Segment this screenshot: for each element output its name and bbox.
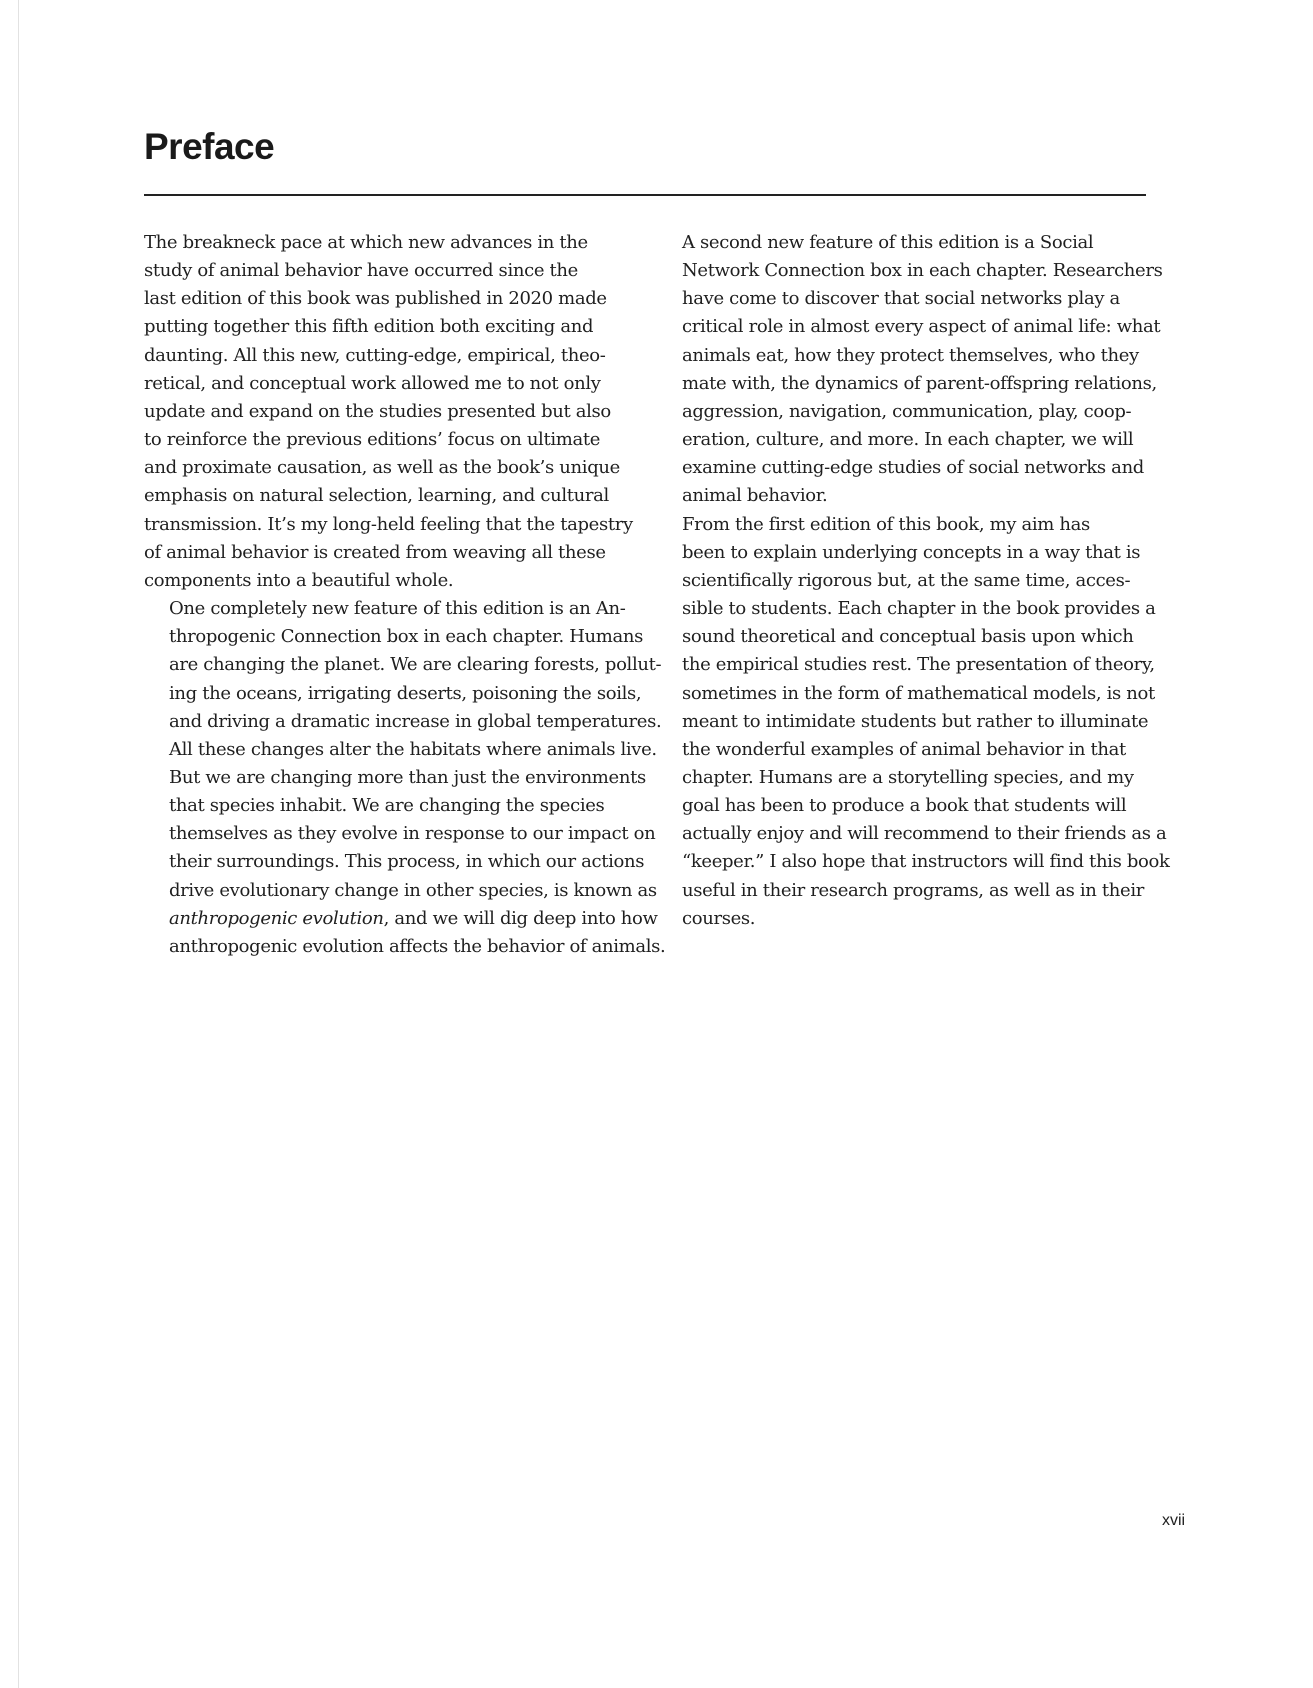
paragraph-anthropogenic: [144, 595, 666, 961]
paragraph-social-network: [657, 229, 1163, 511]
text-line: One completely new feature of this edition is an An-: [169, 598, 626, 620]
text-fragment: , and we will dig deep into how: [383, 907, 658, 929]
text-line: update and expand on the studies presented but also: [144, 400, 611, 422]
text-line: scientifically rigorous but, at the same time, acces-: [682, 569, 1131, 591]
text-line: mate with, the dynamics of parent-offspring relations,: [682, 372, 1157, 394]
text-line: goal has been to produce a book that students will: [682, 795, 1127, 817]
text-line: All these changes alter the habitats where animals live.: [169, 738, 657, 760]
text-line: transmission. It’s my long-held feeling that the tapestry: [144, 513, 633, 535]
page-edge-line: [18, 0, 19, 1688]
text-line: retical, and conceptual work allowed me to not only: [144, 372, 601, 394]
text-line: courses.: [682, 907, 756, 929]
text-line: sometimes in the form of mathematical models, is not: [682, 682, 1155, 704]
text-line: ing the oceans, irrigating deserts, poisoning the soils,: [169, 682, 642, 704]
text-line: critical role in almost every aspect of animal life: what: [682, 316, 1161, 338]
text-line: But we are changing more than just the environments: [169, 766, 646, 788]
text-line: Network Connection box in each chapter. Researchers: [682, 260, 1163, 282]
text-line: to reinforce the previous editions’ focus on ultimate: [144, 429, 601, 451]
text-line: A second new feature of this edition is a Social: [682, 232, 1094, 253]
text-line: daunting. All this new, cutting-edge, empirical, theo-: [144, 344, 606, 366]
text-line: themselves as they evolve in response to our impact on: [169, 823, 656, 845]
text-line: sound theoretical and conceptual basis upon which: [682, 626, 1134, 648]
text-line: been to explain underlying concepts in a way that is: [682, 541, 1141, 563]
text-line: actually enjoy and will recommend to their friends as a: [682, 823, 1167, 845]
text-line: and proximate causation, as well as the book’s unique: [144, 457, 620, 479]
text-line: eration, culture, and more. In each chapter, we will: [682, 429, 1134, 451]
right-column: [657, 229, 1170, 933]
text-line: study of animal behavior have occurred since the: [144, 260, 578, 282]
text-line: drive evolutionary change in other species, is known as: [169, 879, 657, 901]
text-line: [144, 905, 658, 933]
text-line: anthropogenic evolution affects the behavior of animals.: [169, 935, 666, 957]
text-line: chapter. Humans are a storytelling species, and my: [682, 766, 1134, 788]
text-line: their surroundings. This process, in which our actions: [169, 851, 645, 873]
title-rule: [144, 194, 1146, 196]
page-number: xvii: [1162, 1512, 1186, 1529]
text-line: that species inhabit. We are changing the species: [169, 795, 605, 817]
text-line: sible to students. Each chapter in the book provides a: [682, 598, 1156, 620]
text-line: thropogenic Connection box in each chapter. Humans: [169, 626, 644, 648]
text-line: aggression, navigation, communication, play, coop-: [682, 400, 1132, 422]
text-line: “keeper.” I also hope that instructors will find this book: [682, 851, 1170, 873]
text-line: are changing the planet. We are clearing forests, pollut-: [169, 654, 662, 676]
text-line: last edition of this book was published in 2020 made: [144, 288, 607, 310]
text-line: the wonderful examples of animal behavior in that: [682, 738, 1126, 760]
text-line: of animal behavior is created from weaving all these: [144, 541, 606, 563]
text-line: emphasis on natural selection, learning, and cultural: [144, 485, 609, 507]
text-line: components into a beautiful whole.: [144, 569, 454, 591]
text-line: animal behavior.: [682, 485, 828, 507]
page-title: Preface: [144, 126, 275, 167]
text-line: meant to intimidate students but rather to illuminate: [682, 710, 1149, 732]
italic-term: anthropogenic evolution: [169, 907, 384, 929]
text-line: and driving a dramatic increase in global temperatures.: [169, 710, 662, 732]
text-line: From the first edition of this book, my aim has: [682, 513, 1090, 535]
paragraph-intro: [144, 229, 634, 595]
paragraph-aim: [657, 511, 1170, 933]
left-column: [144, 229, 666, 961]
text-line: The breakneck pace at which new advances in the: [144, 232, 588, 253]
text-line: examine cutting-edge studies of social networks and: [682, 457, 1144, 479]
text-line: the empirical studies rest. The presentation of theory,: [682, 654, 1155, 676]
text-line: have come to discover that social networks play a: [682, 288, 1120, 310]
text-line: putting together this fifth edition both exciting and: [144, 316, 594, 338]
text-line: useful in their research programs, as well as in their: [682, 879, 1144, 901]
text-line: animals eat, how they protect themselves, who they: [682, 344, 1139, 366]
